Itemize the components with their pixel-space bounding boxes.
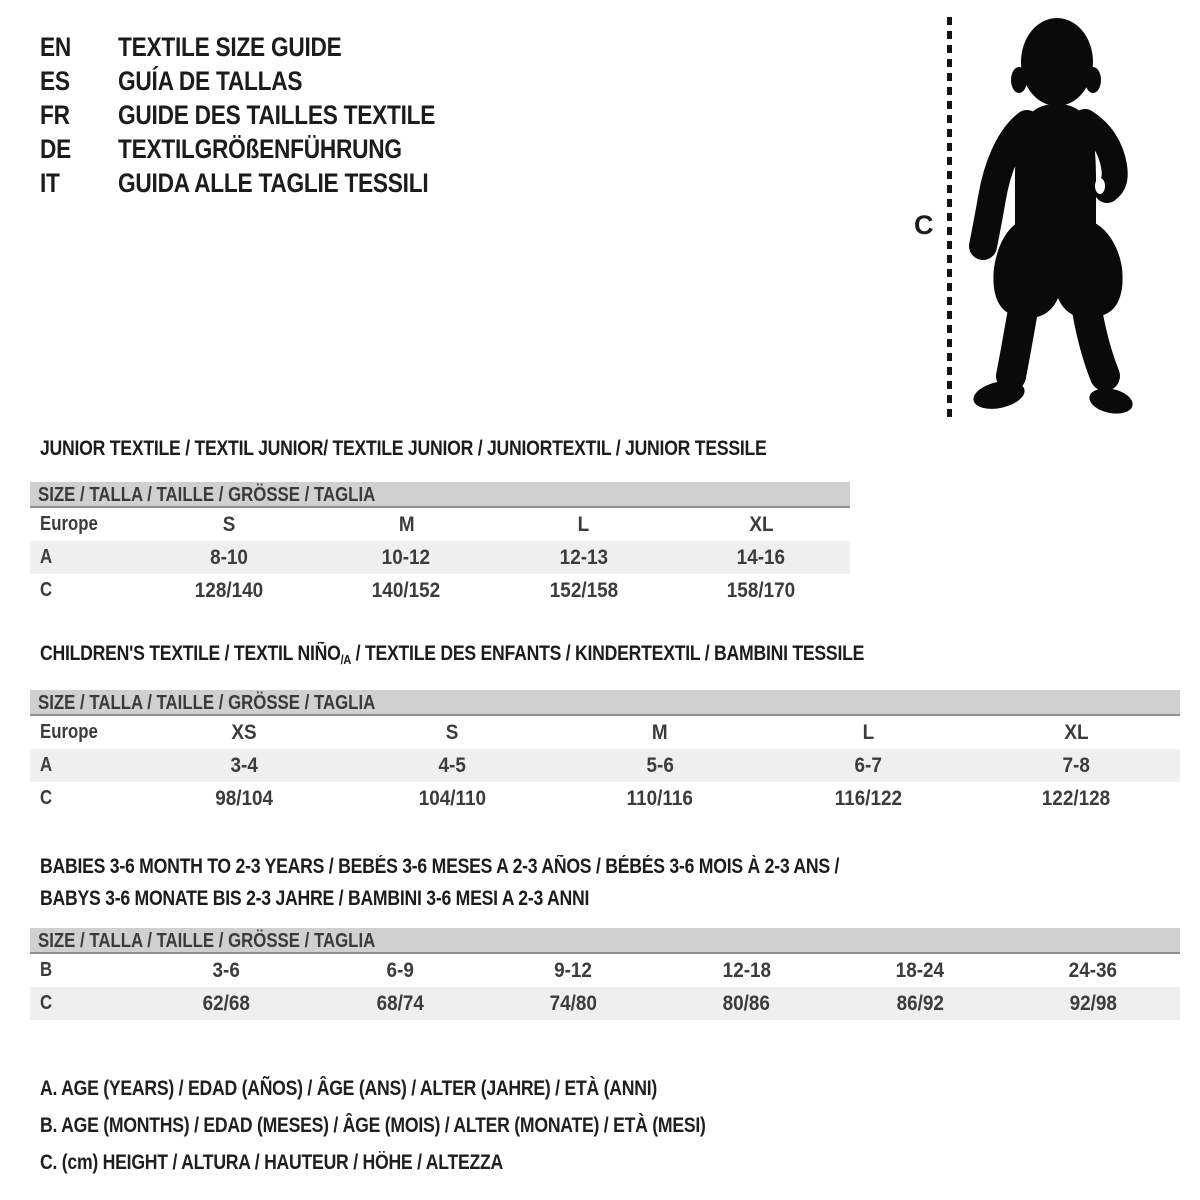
value-cell: 128/140 [194, 579, 263, 602]
value-cell: 98/104 [215, 787, 273, 810]
row-label-cell: C [40, 579, 53, 601]
language-code: FR [40, 100, 70, 130]
size-header-band: SIZE / TALLA / TAILLE / GRÖSSE / TAGLIA [30, 928, 1180, 954]
legend-line-c: C. (cm) HEIGHT / ALTURA / HAUTEUR / HÖHE / ALTEZZA [40, 1151, 504, 1174]
value-cell: 152/158 [549, 579, 618, 602]
junior-size-table [30, 482, 850, 607]
value-cell: S [445, 721, 459, 744]
language-row-de [40, 132, 496, 166]
value-cell: M [398, 513, 415, 536]
measurement-legend [40, 1070, 832, 1181]
table-row-age [30, 541, 850, 574]
language-row-es [40, 64, 496, 98]
value-cell: 12-13 [559, 546, 608, 569]
table-row-height [30, 574, 850, 607]
value-cell: 10-12 [382, 546, 431, 569]
value-cell: 86/92 [896, 992, 944, 1015]
value-cell: S [222, 513, 236, 536]
row-label-cell: Europe [40, 721, 98, 743]
value-cell: 3-6 [213, 959, 241, 982]
language-row-en [40, 30, 496, 64]
value-cell: 24-36 [1069, 959, 1118, 982]
value-cell: 140/152 [372, 579, 441, 602]
language-title: GUIDE DES TAILLES TEXTILE [118, 100, 436, 130]
junior-section-title: JUNIOR TEXTILE / TEXTIL JUNIOR/ TEXTILE JUNIOR / JUNIORTEXTIL / JUNIOR TESSILE [40, 437, 767, 460]
row-label-cell: A [40, 754, 53, 776]
language-title: TEXTILE SIZE GUIDE [118, 32, 342, 62]
children-section-title: CHILDREN'S TEXTILE / TEXTIL $NIÑO_{/A}$ / TEXTILE DES ENFANTS / KINDERTEXTIL / BAMBINI TESSILE [40, 642, 865, 667]
value-cell: 4-5 [438, 754, 466, 777]
value-cell: L [577, 513, 590, 536]
value-cell: 3-4 [230, 754, 258, 777]
row-label-cell: B [40, 959, 53, 981]
title-subscript: /A [340, 652, 352, 667]
language-title: GUIDA ALLE TAGLIE TESSILI [118, 168, 429, 198]
language-code: DE [40, 134, 72, 164]
language-row-fr [40, 98, 496, 132]
row-label-cell: Europe [40, 513, 98, 535]
value-cell: 74/80 [549, 992, 597, 1015]
value-cell: L [862, 721, 874, 744]
language-title: TEXTILGRÖßENFÜHRUNG [118, 134, 402, 164]
language-title-list [40, 30, 496, 200]
children-size-table [30, 690, 1180, 815]
size-header-band: SIZE / TALLA / TAILLE / GRÖSSE / TAGLIA [30, 482, 850, 508]
row-label-cell: A [40, 546, 53, 568]
language-row-it [40, 166, 496, 200]
language-code: IT [40, 168, 60, 198]
babies-size-table [30, 928, 1180, 1020]
value-cell: 122/128 [1041, 787, 1111, 810]
table-row-age [30, 749, 1180, 782]
value-cell: 18-24 [895, 959, 945, 982]
value-cell: XL [749, 513, 774, 536]
language-code: EN [40, 32, 72, 62]
value-cell: 9-12 [554, 959, 593, 982]
value-cell: 8-10 [209, 546, 248, 569]
value-cell: 158/170 [727, 579, 796, 602]
value-cell: 6-7 [854, 754, 882, 777]
table-row-europe [30, 508, 850, 541]
value-cell: 62/68 [203, 992, 251, 1015]
value-cell: 6-9 [386, 959, 414, 982]
value-cell: 80/86 [723, 992, 771, 1015]
row-label-cell: C [40, 992, 53, 1014]
value-cell: 104/110 [418, 787, 486, 810]
value-cell: 14-16 [737, 546, 786, 569]
legend-line-a: A. AGE (YEARS) / EDAD (AÑOS) / ÂGE (ANS) / ALTER (JAHRE) / ETÀ (ANNI) [40, 1077, 658, 1100]
value-cell: 110/116 [626, 787, 694, 810]
table-row-height [30, 987, 1180, 1020]
value-cell: 68/74 [376, 992, 424, 1015]
language-code: ES [40, 66, 70, 96]
value-cell: 116/122 [834, 787, 902, 810]
row-label-cell: C [40, 787, 53, 809]
height-measure-label: C [914, 210, 934, 240]
value-cell: 92/98 [1069, 992, 1117, 1015]
babies-section-title: BABIES 3-6 MONTH TO 2-3 YEARS / BEBÉS 3-6 MESES A 2-3 AÑOS / BÉBÉS 3-6 MOIS À 2-3 ANS / BABYS 3-6 MONATE BIS 2-3 JAHRE / BAMBINI 3-6 MESI A 2-3 ANNI [40, 855, 840, 910]
value-cell: M [652, 721, 668, 744]
height-measure-dashed-line [947, 17, 952, 417]
size-header-band: SIZE / TALLA / TAILLE / GRÖSSE / TAGLIA [30, 690, 1180, 716]
table-row-height [30, 782, 1180, 815]
legend-line-b: B. AGE (MONTHS) / EDAD (MESES) / ÂGE (MOIS) / ALTER (MONATE) / ETÀ (MESI) [40, 1114, 706, 1137]
value-cell: 12-18 [722, 959, 771, 982]
value-cell: XL [1063, 721, 1089, 744]
value-cell: 7-8 [1062, 754, 1090, 777]
value-cell: 5-6 [646, 754, 674, 777]
value-cell: XS [231, 721, 257, 744]
language-title: GUÍA DE TALLAS [118, 66, 303, 96]
table-row-europe [30, 716, 1180, 749]
toddler-silhouette [965, 18, 1140, 418]
table-row-months [30, 954, 1180, 987]
